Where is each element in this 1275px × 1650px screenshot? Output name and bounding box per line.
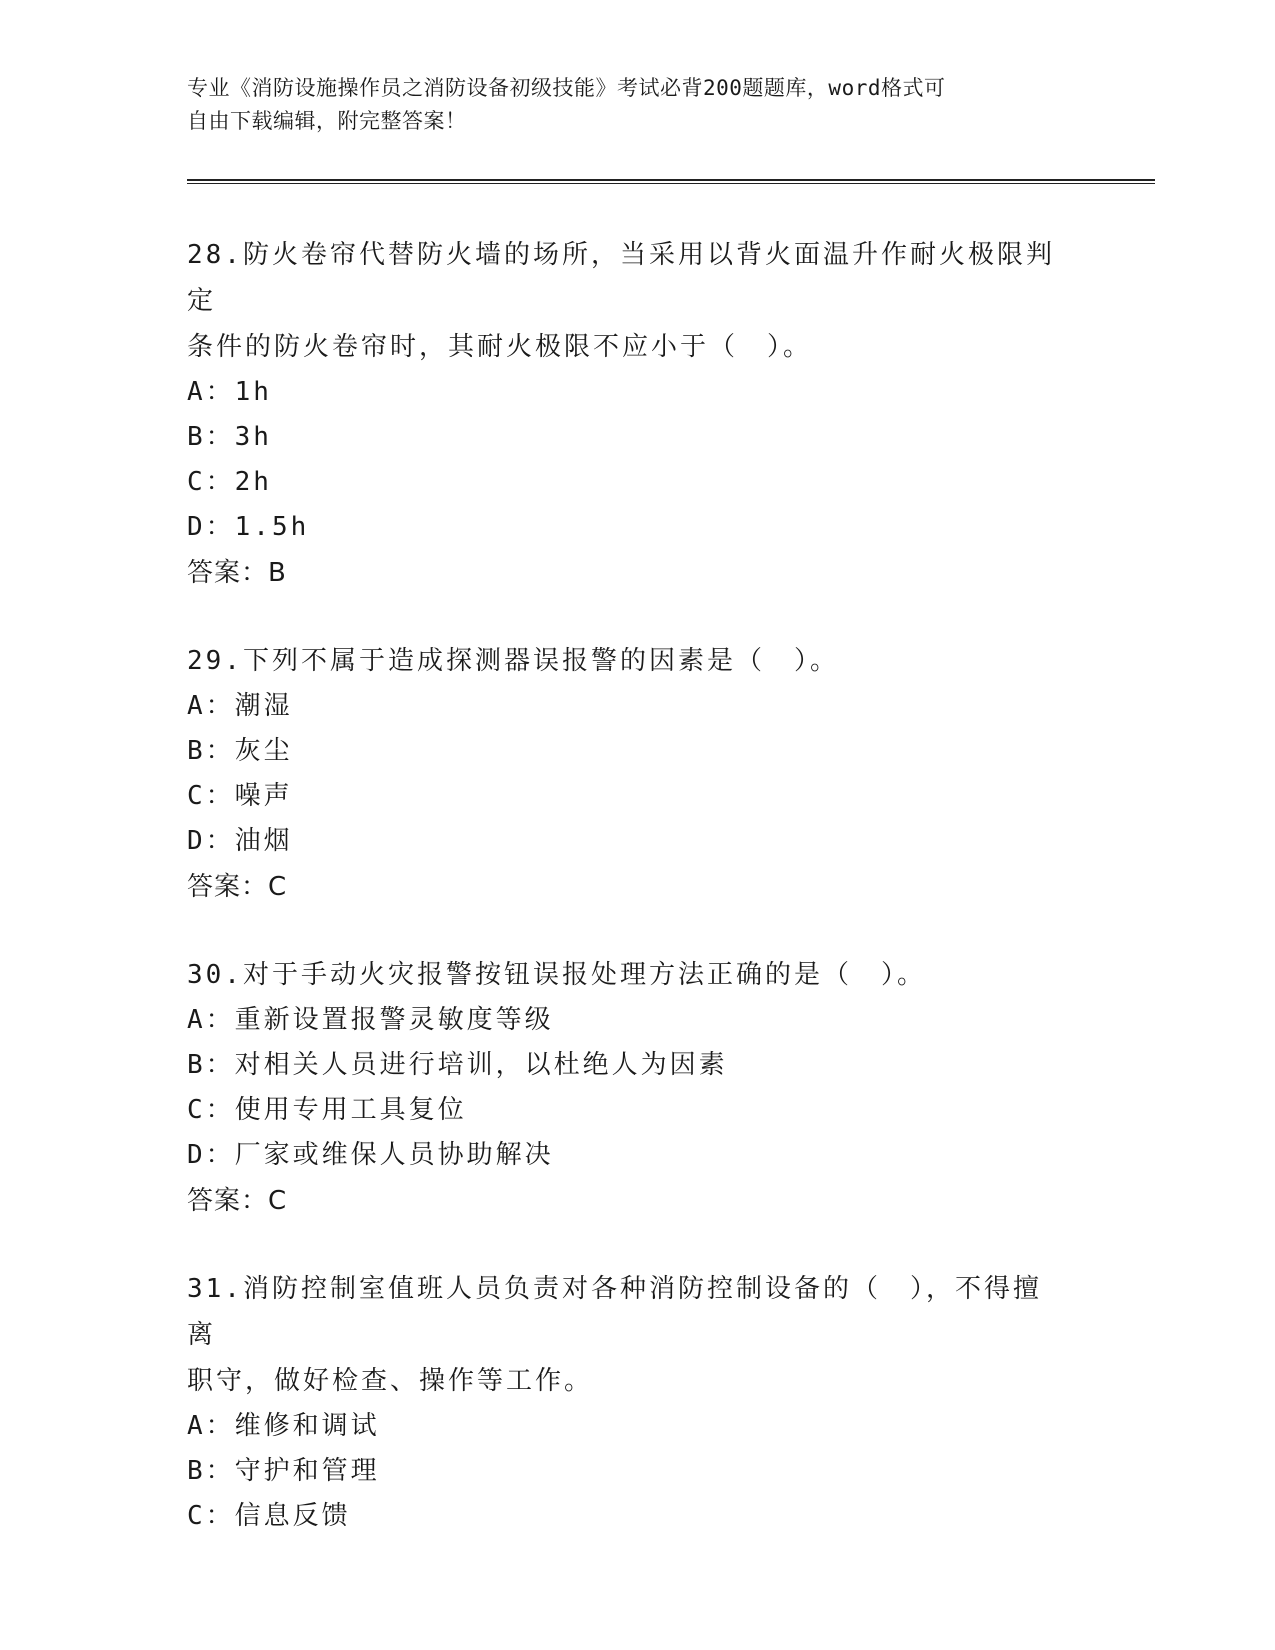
answer: 答案：C <box>187 872 288 902</box>
answer: 答案：C <box>187 1186 288 1216</box>
question-list <box>187 232 1087 1581</box>
option-a: A：1h <box>187 377 272 407</box>
question-stem <box>187 1266 1067 1404</box>
question-stem-line-1: 31.消防控制室值班人员负责对各种消防控制设备的（ ），不得擅离 <box>187 1274 1042 1350</box>
question-stem <box>187 638 1067 684</box>
option-b: B：守护和管理 <box>187 1456 380 1486</box>
option-d: D：油烟 <box>187 826 293 856</box>
question-stem <box>187 952 1067 998</box>
option-a: A：维修和调试 <box>187 1411 380 1441</box>
option-c: C：2h <box>187 467 272 497</box>
option-a: A：重新设置报警灵敏度等级 <box>187 1005 554 1035</box>
question-stem-line-1: 28.防火卷帘代替防火墙的场所，当采用以背火面温升作耐火极限判定 <box>187 240 1055 316</box>
question-28 <box>187 232 1087 596</box>
option-d: D：厂家或维保人员协助解决 <box>187 1140 554 1170</box>
header-line-1: 专业《消防设施操作员之消防设备初级技能》考试必背200题题库，word格式可 <box>187 76 946 100</box>
question-30 <box>187 952 1087 1224</box>
answer: 答案：B <box>187 558 287 588</box>
question-29 <box>187 638 1087 910</box>
question-stem-line-2: 职守，做好检查、操作等工作。 <box>187 1366 594 1396</box>
question-stem-line-1: 29.下列不属于造成探测器误报警的因素是（ ）。 <box>187 646 839 676</box>
option-b: B：对相关人员进行培训，以杜绝人为因素 <box>187 1050 728 1080</box>
option-c: C：噪声 <box>187 781 293 811</box>
option-c: C：信息反馈 <box>187 1501 351 1531</box>
question-stem-line-2: 条件的防火卷帘时，其耐火极限不应小于（ ）。 <box>187 332 813 362</box>
option-a: A：潮湿 <box>187 691 293 721</box>
option-c: C：使用专用工具复位 <box>187 1095 467 1125</box>
question-31 <box>187 1266 1087 1539</box>
option-b: B：灰尘 <box>187 736 293 766</box>
header-divider <box>187 179 1155 184</box>
document-header <box>187 72 1087 138</box>
question-stem-line-1: 30.对于手动火灾报警按钮误报处理方法正确的是（ ）。 <box>187 960 926 990</box>
header-line-2: 自由下载编辑，附完整答案！ <box>187 109 467 133</box>
question-stem <box>187 232 1067 370</box>
option-d: D：1.5h <box>187 512 310 542</box>
option-b: B：3h <box>187 422 272 452</box>
